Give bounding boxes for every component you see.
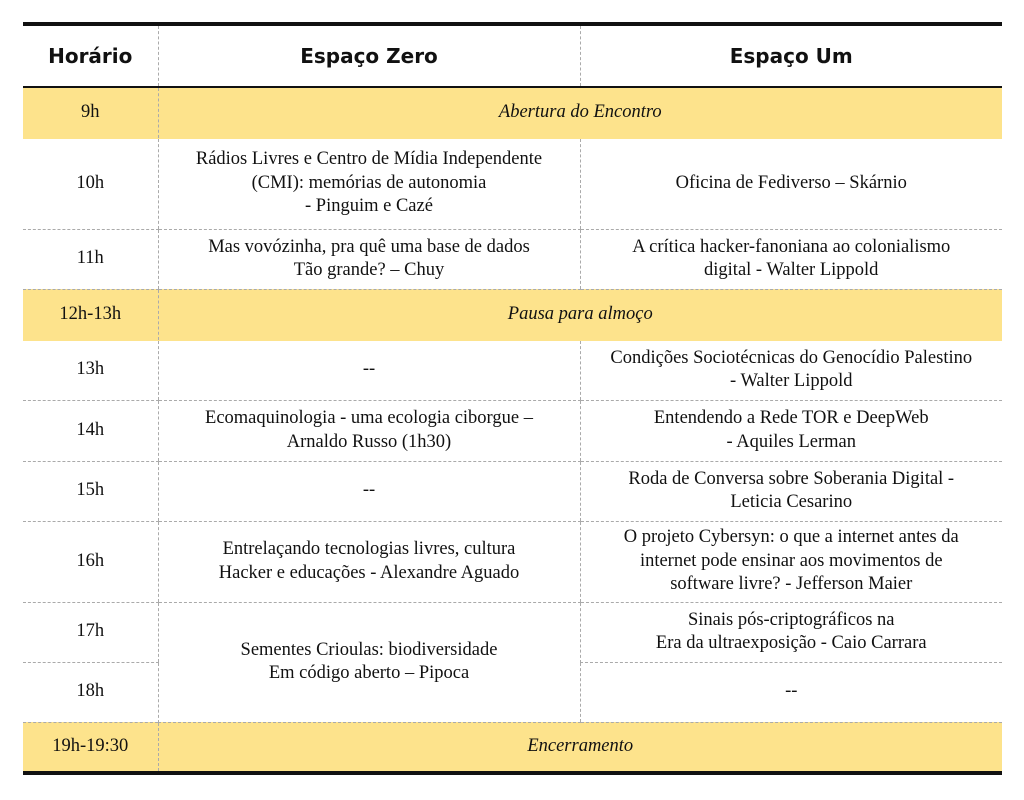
time-cell: 14h: [23, 400, 158, 461]
session-espaco-um: [580, 461, 1002, 521]
row-9h: [23, 87, 1002, 138]
session-espaco-zero: [158, 340, 580, 400]
time-cell: 10h: [23, 138, 158, 229]
session-line: Em código aberto – Pipoca: [268, 663, 470, 683]
row-14h: [23, 400, 1002, 461]
session-espaco-zero: [158, 461, 580, 521]
row-10h: [23, 138, 1002, 229]
header-espaco-um: Espaço Um: [580, 24, 1002, 87]
session-line: - Aquiles Lerman: [726, 431, 856, 452]
row-13h: [23, 340, 1002, 400]
time-cell: 18h: [23, 662, 158, 722]
session-espaco-um: [580, 662, 1002, 722]
session-line: Mas vovózinha, pra quê uma base de dados: [208, 236, 530, 257]
session-line: Leticia Cesarino: [730, 492, 853, 512]
session-line: - Pinguim e Cazé: [305, 196, 433, 217]
session-espaco-um: [580, 340, 1002, 400]
time-cell: 15h: [23, 461, 158, 521]
row-19h: [23, 722, 1002, 773]
session-line: Ecomaquinologia - uma ecologia ciborgue –: [205, 408, 533, 428]
session-line: Sinais pós-criptográficos na: [687, 609, 895, 630]
session-line: Era da ultraexposição - Caio Carrara: [655, 633, 927, 653]
session-line: Sementes Crioulas: biodiversidade: [240, 639, 498, 660]
session-line: software livre? - Jefferson Maier: [670, 574, 913, 595]
time-cell: 9h: [23, 87, 158, 138]
session-line: Rádios Livres e Centro de Mídia Independente: [195, 149, 543, 170]
session-line: --: [785, 681, 798, 702]
event-pausa-almoco: Pausa para almoço: [158, 289, 1002, 340]
event-abertura: Abertura do Encontro: [158, 87, 1002, 138]
session-line: Roda de Conversa sobre Soberania Digital -: [628, 468, 955, 489]
session-espaco-um: [580, 138, 1002, 229]
session-espaco-um: [580, 400, 1002, 461]
time-cell: 16h: [23, 521, 158, 602]
session-line: Condições Sociotécnicas do Genocídio Palestino: [610, 347, 973, 368]
header-time: Horário: [23, 24, 158, 87]
session-line: A crítica hacker-fanoniana ao colonialismo: [632, 236, 951, 257]
time-cell: 13h: [23, 340, 158, 400]
time-cell: 19h-19:30: [23, 722, 158, 773]
session-espaco-zero: [158, 138, 580, 229]
session-line: internet pode ensinar aos movimentos de: [639, 550, 943, 571]
session-espaco-zero: [158, 229, 580, 289]
event-encerramento: Encerramento: [158, 722, 1002, 773]
session-line: digital - Walter Lippold: [704, 260, 879, 280]
session-line: Tão grande? – Chuy: [293, 260, 445, 280]
session-espaco-um: [580, 229, 1002, 289]
session-line: (CMI): memórias de autonomia: [251, 172, 487, 193]
session-line: Oficina de Fediverso – Skárnio: [675, 172, 907, 193]
session-line: - Walter Lippold: [730, 371, 853, 391]
row-17h: [23, 602, 1002, 662]
schedule-table: [23, 22, 1002, 775]
session-line: Entendendo a Rede TOR e DeepWeb: [653, 408, 929, 428]
session-espaco-zero: [158, 602, 580, 722]
session-espaco-um: [580, 521, 1002, 602]
row-15h: [23, 461, 1002, 521]
header-row: [23, 24, 1002, 87]
row-16h: [23, 521, 1002, 602]
time-cell: 11h: [23, 229, 158, 289]
session-line: --: [362, 359, 376, 380]
session-line: O projeto Cybersyn: o que a internet antes da: [623, 527, 959, 548]
session-line: --: [362, 480, 376, 501]
session-espaco-zero: [158, 400, 580, 461]
session-line: Hacker e educações - Alexandre Aguado: [218, 562, 520, 583]
session-line: Arnaldo Russo (1h30): [286, 431, 452, 452]
row-12h: [23, 289, 1002, 340]
header-espaco-zero: Espaço Zero: [158, 24, 580, 87]
session-espaco-um: [580, 602, 1002, 662]
row-11h: [23, 229, 1002, 289]
time-cell: 12h-13h: [23, 289, 158, 340]
time-cell: 17h: [23, 602, 158, 662]
session-espaco-zero: [158, 521, 580, 602]
session-line: Entrelaçando tecnologias livres, cultura: [222, 539, 516, 559]
